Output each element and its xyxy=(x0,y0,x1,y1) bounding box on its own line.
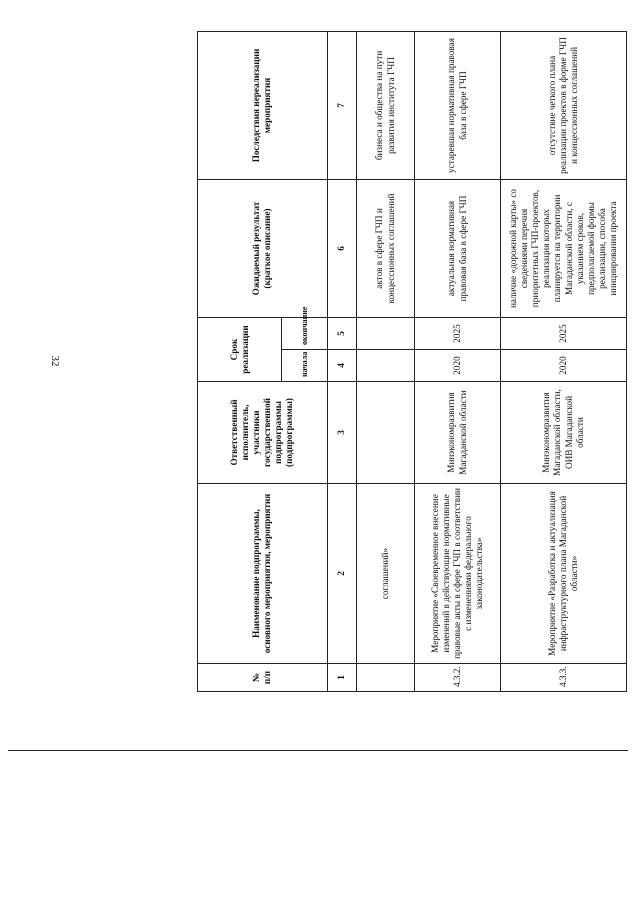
column-number: 6 xyxy=(327,180,356,318)
column-number: 7 xyxy=(327,32,356,180)
column-number: 1 xyxy=(327,664,356,692)
row-name: Мероприятие «Своевременное внесение изменений в действующие нормативные правовые акты в сфере ГЧП в соответствии с изменениями федерального законодательства» xyxy=(415,484,501,664)
header-name: Наименование подпрограммы, основного мероприятия, мероприятия xyxy=(198,484,328,664)
row-end xyxy=(357,318,415,350)
row-num: 4.3.2. xyxy=(415,664,501,692)
row-consequences: отсутствие четкого плана реализации проектов в форме ГЧП и концессионных соглашений xyxy=(501,32,627,180)
row-result: актуальная нормативная правовая база в сфере ГЧП xyxy=(415,180,501,318)
header-row xyxy=(198,32,282,692)
header-executor: Ответственный исполнитель, участники государственной подпрограммы (подпрограммы) xyxy=(198,382,328,484)
header-term-end: окончание xyxy=(282,318,327,350)
row-start xyxy=(357,350,415,382)
row-start: 2020 xyxy=(415,350,501,382)
header-result: Ожидаемый результат (краткое описание) xyxy=(198,180,328,318)
column-number: 5 xyxy=(327,318,356,350)
row-result: актов в сфере ГЧП и концессионных соглашений xyxy=(357,180,415,318)
page-number: 32 xyxy=(49,355,61,367)
row-name: соглашений» xyxy=(357,484,415,664)
row-name: Мероприятие «Разработка и актуализация инфраструктурного плана Магаданской области» xyxy=(501,484,627,664)
table-row xyxy=(501,32,627,692)
row-result: наличие «дорожной карты» со сведениями перечня приоритетных ГЧП-проектов, реализация которых планируется на территории Магаданской области, с указанием сроков, предполагаемой формы реализации, способа инициирования проекта xyxy=(501,180,627,318)
row-end: 2025 xyxy=(501,318,627,350)
column-number: 2 xyxy=(327,484,356,664)
column-number: 3 xyxy=(327,382,356,484)
rotated-page xyxy=(197,32,627,692)
row-consequences: устаревшая нормативная правовая база в сфере ГЧП xyxy=(415,32,501,180)
table-row xyxy=(357,32,415,692)
row-num: 4.3.3. xyxy=(501,664,627,692)
program-table xyxy=(197,31,627,692)
column-number: 4 xyxy=(327,350,356,382)
bottom-divider xyxy=(8,750,628,751)
table-row xyxy=(415,32,501,692)
header-num: № п/п xyxy=(198,664,328,692)
row-end: 2025 xyxy=(415,318,501,350)
row-start: 2020 xyxy=(501,350,627,382)
row-executor: Минэкономразвития Магаданской области xyxy=(415,382,501,484)
header-term-start: начала xyxy=(282,350,327,382)
row-executor: Минэкономразвития Магаданской области, ОИВ Магаданской области xyxy=(501,382,627,484)
row-num xyxy=(357,664,415,692)
column-numbers-row xyxy=(327,32,356,692)
row-consequences: бизнеса и общества на пути развития института ГЧП xyxy=(357,32,415,180)
header-consequences: Последствия нереализации мероприятия xyxy=(198,32,328,180)
header-term: Срок реализации xyxy=(198,318,282,382)
row-executor xyxy=(357,382,415,484)
